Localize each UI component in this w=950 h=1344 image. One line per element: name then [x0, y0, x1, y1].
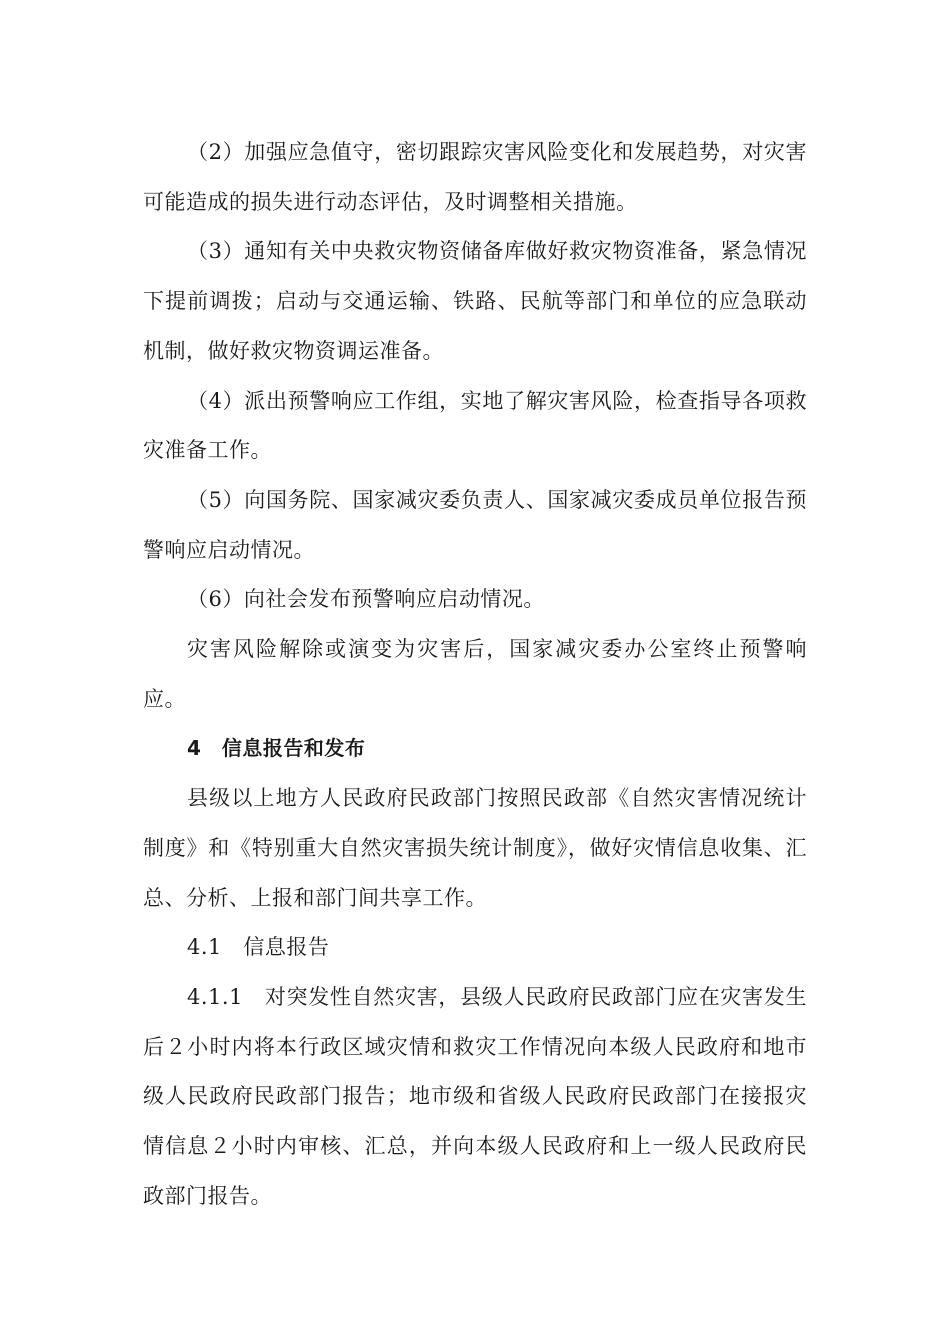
paragraph-item-4: （4）派出预警响应工作组，实地了解灾害风险，检查指导各项救灾准备工作。 [143, 388, 807, 463]
paragraph-section-4-intro: 县级以上地方人民政府民政部门按照民政部《自然灾害情况统计制度》和《特别重大自然灾害损失统计制度》，做好灾情信息收集、汇总、分析、上报和部门间共享工作。 [143, 786, 807, 910]
paragraph-item-6: （6）向社会发布预警响应启动情况。 [187, 587, 545, 612]
paragraph-item-3: （3）通知有关中央救灾物资储备库做好救灾物资准备，紧急情况下提前调拨；启动与交通运输、铁路、民航等部门和单位的应急联动机制，做好救灾物资调运准备。 [143, 239, 807, 363]
paragraph-item-5: （5）向国务院、国家减灾委负责人、国家减灾委成员单位报告预警响应启动情况。 [143, 487, 807, 562]
paragraph-item-2: （2）加强应急值守，密切跟踪灾害风险变化和发展趋势，对灾害可能造成的损失进行动态评估，及时调整相关措施。 [143, 140, 807, 214]
subsection-heading-4-1: 4.1 信息报告 [187, 935, 330, 960]
paragraph-4-1-1: 4.1.1 对突发性自然灾害，县级人民政府民政部门应在灾害发生后２小时内将本行政区域灾情和救灾工作情况向本级人民政府和地市级人民政府民政部门报告；地市级和省级人民政府民政部门在接报灾情信息２小时内审核、汇总，并向本级人民政府和上一级人民政府民政部门报告。 [143, 984, 807, 1208]
paragraph-termination: 灾害风险解除或演变为灾害后，国家减灾委办公室终止预警响应。 [143, 637, 807, 711]
document-body [143, 128, 807, 1221]
section-heading-4: 4 信息报告和发布 [187, 736, 366, 761]
